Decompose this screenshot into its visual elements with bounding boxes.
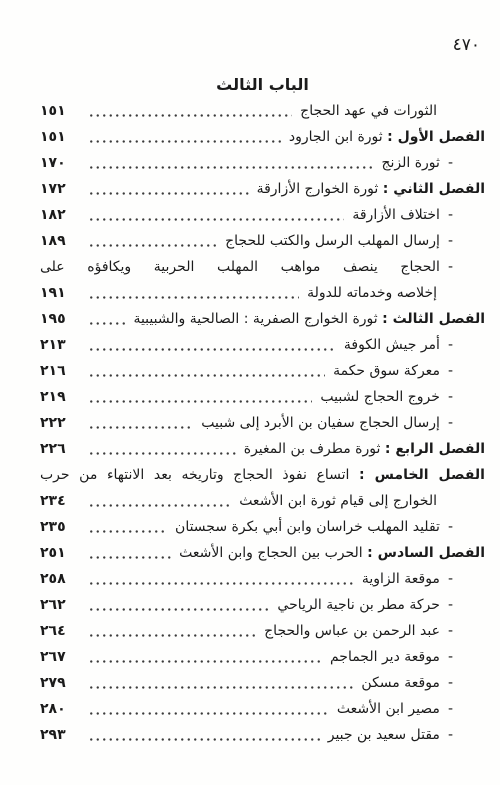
dot-leader <box>88 374 325 377</box>
entry-title <box>264 618 453 644</box>
entry-title-text: موقعة الزاوية <box>361 571 440 587</box>
chapter-label: الفصل الثاني : <box>382 181 485 197</box>
dot-leader <box>88 738 320 741</box>
page-number: ٢٥٨ <box>40 571 66 587</box>
page-folio: ٤٧٠ <box>452 35 480 55</box>
list-dash: - <box>447 571 453 587</box>
dot-leader <box>88 244 217 247</box>
list-dash: - <box>447 363 453 379</box>
toc-entry <box>40 150 485 176</box>
entry-title-text: الحجاج ينصف مواهب المهلب الحربية ويكافؤه على <box>40 259 440 275</box>
toc-entry <box>40 514 485 540</box>
dot-leader <box>88 400 312 403</box>
list-dash: - <box>447 519 453 535</box>
page-number: ٢٦٢ <box>40 597 66 613</box>
list-dash: - <box>447 701 453 717</box>
entry-title-text: إرسال المهلب الرسل والكتب للحجاج <box>225 233 440 249</box>
entry-title-text: ثورة الخوارج الصفرية : الصالحية والشبيبية <box>133 311 378 327</box>
list-dash: - <box>447 675 453 691</box>
toc-entry <box>40 670 485 696</box>
page-number: ٢٦٧ <box>40 649 66 665</box>
entry-title-text: معركة سوق حكمة <box>333 363 440 379</box>
dot-leader <box>88 140 281 143</box>
entry-title <box>330 644 453 670</box>
list-dash: - <box>447 415 453 431</box>
entry-title-text: ثورة ابن الجارود <box>288 129 383 145</box>
chapter-label: الفصل السادس : <box>367 545 485 561</box>
chapter-label: الفصل الثالث : <box>382 311 485 327</box>
entry-title-text: اختلاف الأزارقة <box>352 207 440 223</box>
entry-title <box>225 228 453 254</box>
list-dash: - <box>447 337 453 353</box>
toc-entry <box>40 436 485 462</box>
toc-entry <box>40 488 485 514</box>
dot-leader <box>88 296 299 299</box>
dot-leader <box>88 452 236 455</box>
entry-title-text: الحرب بين الحجاج وابن الأشعث <box>179 545 363 561</box>
entry-title <box>361 670 453 696</box>
dot-leader <box>88 660 322 663</box>
toc-entry <box>40 332 485 358</box>
entry-title <box>289 124 485 150</box>
entry-title-text: عبد الرحمن بن عباس والحجاج <box>264 623 440 639</box>
page-number: ١٨٩ <box>40 233 66 249</box>
toc-entry <box>40 202 485 228</box>
toc-entry <box>40 722 485 748</box>
dot-leader <box>88 686 353 689</box>
entry-title <box>362 566 453 592</box>
page-number: ١٨٢ <box>40 207 66 223</box>
page-number: ٢٢٢ <box>40 415 66 431</box>
toc-entry <box>40 176 485 202</box>
entry-title <box>300 98 437 124</box>
toc-entry <box>40 358 485 384</box>
page-number: ٢٣٤ <box>40 493 66 509</box>
entry-title <box>333 358 453 384</box>
page-number: ٢١٣ <box>40 337 66 353</box>
entry-title <box>40 462 485 488</box>
entry-title <box>277 592 453 618</box>
list-dash: - <box>447 727 453 743</box>
entry-title-text: الثورات في عهد الحجاج <box>300 103 437 119</box>
dot-leader <box>88 608 269 611</box>
entry-title <box>320 384 453 410</box>
toc-list <box>40 98 485 748</box>
section-title: الباب الثالث <box>216 75 309 94</box>
entry-title <box>328 722 453 748</box>
page-number: ٢٥١ <box>40 545 66 561</box>
entry-title <box>133 306 485 332</box>
entry-title-text: مصير ابن الأشعث <box>336 701 440 717</box>
page-number: ٢٨٠ <box>40 701 66 717</box>
entry-title <box>352 202 453 228</box>
dot-leader <box>88 218 344 221</box>
toc-entry <box>40 644 485 670</box>
toc-entry <box>40 592 485 618</box>
entry-title-text: إخلاصه وخدماته للدولة <box>307 285 437 301</box>
dot-leader <box>88 556 171 559</box>
toc-entry <box>40 540 485 566</box>
toc-entry <box>40 124 485 150</box>
entry-title-text: حركة مطر بن ناجية الرياحي <box>277 597 440 613</box>
toc-entry <box>40 98 485 124</box>
dot-leader <box>88 530 167 533</box>
entry-title <box>381 150 453 176</box>
entry-title-text: موقعة مسكن <box>361 675 440 691</box>
dot-leader <box>88 114 292 117</box>
entry-title <box>179 540 485 566</box>
page-number: ١٩١ <box>40 285 66 301</box>
entry-title <box>257 176 485 202</box>
chapter-label: الفصل الأول : <box>387 129 485 145</box>
page-number: ٢١٩ <box>40 389 66 405</box>
entry-title <box>337 696 453 722</box>
entry-title-text: مقتل سعيد بن جبير <box>327 727 440 743</box>
chapter-label: الفصل الرابع : <box>384 441 485 457</box>
entry-title-text: ثورة الخوارج الأزارقة <box>256 181 379 197</box>
dot-leader <box>88 426 193 429</box>
toc-entry <box>40 280 485 306</box>
entry-title-text: الخوارج إلى قيام ثورة ابن الأشعث <box>239 493 437 509</box>
page-number: ١٧٠ <box>40 155 66 171</box>
chapter-label: الفصل الخامس : <box>359 467 485 483</box>
page-number: ١٧٢ <box>40 181 66 197</box>
page-number: ١٥١ <box>40 103 66 119</box>
entry-title-text: إرسال الحجاج سفيان بن الأبرد إلى شبيب <box>201 415 440 431</box>
entry-title <box>201 410 453 436</box>
page-number: ٢١٦ <box>40 363 66 379</box>
toc-entry <box>40 410 485 436</box>
list-dash: - <box>447 259 453 275</box>
dot-leader <box>88 166 373 169</box>
list-dash: - <box>447 623 453 639</box>
toc-entry <box>40 618 485 644</box>
dot-leader <box>88 348 336 351</box>
entry-title-text: أمر جيش الكوفة <box>343 337 440 353</box>
toc-entry <box>40 696 485 722</box>
list-dash: - <box>447 233 453 249</box>
toc-entry <box>40 306 485 332</box>
dot-leader <box>88 504 231 507</box>
page-number: ٢٧٩ <box>40 675 66 691</box>
entry-title <box>307 280 437 306</box>
toc-entry <box>40 462 485 488</box>
page-number: ١٩٥ <box>40 311 66 327</box>
list-dash: - <box>447 597 453 613</box>
dot-leader <box>88 192 249 195</box>
entry-title-text: ثورة الزنج <box>381 155 440 171</box>
dot-leader <box>88 634 256 637</box>
list-dash: - <box>447 649 453 665</box>
entry-title <box>244 436 485 462</box>
page-number: ٢٩٣ <box>40 727 66 743</box>
entry-title <box>239 488 437 514</box>
entry-title <box>175 514 453 540</box>
entry-title <box>344 332 453 358</box>
entry-title-text: تقليد المهلب خراسان وابن أبي بكرة سجستان <box>175 519 440 535</box>
list-dash: - <box>447 389 453 405</box>
page-number: ٢٦٤ <box>40 623 66 639</box>
page-number: ١٥١ <box>40 129 66 145</box>
toc-entry <box>40 254 485 280</box>
dot-leader <box>88 712 329 715</box>
list-dash: - <box>447 207 453 223</box>
entry-title-text: ثورة مطرف بن المغيرة <box>243 441 381 457</box>
toc-entry <box>40 566 485 592</box>
entry-title-text: خروج الحجاج لشبيب <box>320 389 440 405</box>
entry-title <box>40 254 453 280</box>
page-number: ٢٣٥ <box>40 519 66 535</box>
entry-title-text: موقعة دير الجماجم <box>329 649 440 665</box>
toc-entry <box>40 384 485 410</box>
list-dash: - <box>447 155 453 171</box>
dot-leader <box>88 582 354 585</box>
entry-title-text: اتساع نفوذ الحجاج وتاريخه بعد الانتهاء من حرب <box>40 467 350 483</box>
toc-entry <box>40 228 485 254</box>
dot-leader <box>88 322 125 325</box>
page-number: ٢٢٦ <box>40 441 66 457</box>
